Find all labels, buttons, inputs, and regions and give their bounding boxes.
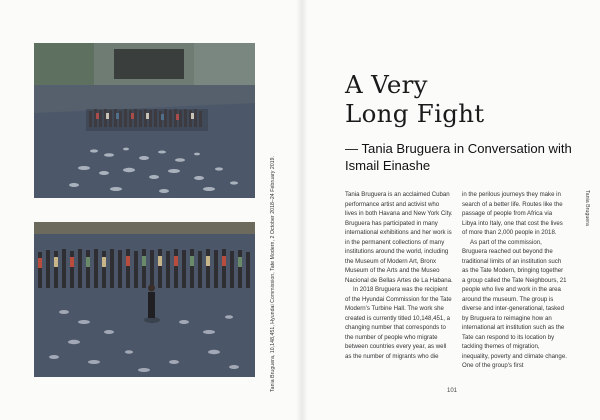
photo-group-in-hall [34, 43, 255, 198]
column-2-paragraph-2: As part of the commission, Bruguera reached out beyond the traditional limits of an institution such as the Tate Modern, bringing together a group called the Tate Neighbours, 21 people who live and work in the area around the museum. The group is diverse and inter-generational, tasked by Bruguera to reimagine how an international art institution such as the Tate can respond to its location by tackling themes of migration, inequality, poverty and climate change. One of the group's first [462, 238, 567, 369]
text-column-2 [462, 190, 568, 371]
title-line-2: Long Fight [345, 99, 485, 128]
title-line-1: A Very [345, 70, 428, 99]
article-title [345, 70, 484, 128]
article-subtitle: — Tania Bruguera in Conversation with Ismail Einashe [345, 141, 572, 173]
page-number: 101 [447, 388, 458, 394]
photo-group-with-figure [34, 222, 255, 377]
column-1-paragraph-1: Tania Bruguera is an acclaimed Cuban performance artist and activist who lives in both Havana and New York City. Bruguera has participated in many international exhibitions and her work is in the permanent collections of many institutions around the world, including the Museum of Modern Art, Bronx Museum of the Arts and the Museo Nacional de Bellas Artes de La Habana. [345, 191, 453, 284]
running-head: Tania Bruguera [584, 190, 590, 226]
text-column-1 [345, 190, 453, 361]
column-1-paragraph-2: In 2018 Bruguera was the recipient of the Hyundai Commission for the Tate Modern's Turbine Hall. The work she created is currently titled 10,148,451, a changing number that corresponds to the number of people who migrate between countries every year, as well as the number of migrants who die [345, 286, 452, 360]
photo-caption: Tania Bruguera, 10,148,451, Hyundai Commission, Tate Modern, 2 October 2018–24 February 2019. [270, 155, 276, 392]
column-2-paragraph-1: in the perilous journeys they make in search of a better life. Routes like the passage of people from Africa via Libya into Italy, one that cost the lives of more than 2,000 people in 2018. [462, 191, 563, 236]
page-gutter [296, 0, 308, 420]
